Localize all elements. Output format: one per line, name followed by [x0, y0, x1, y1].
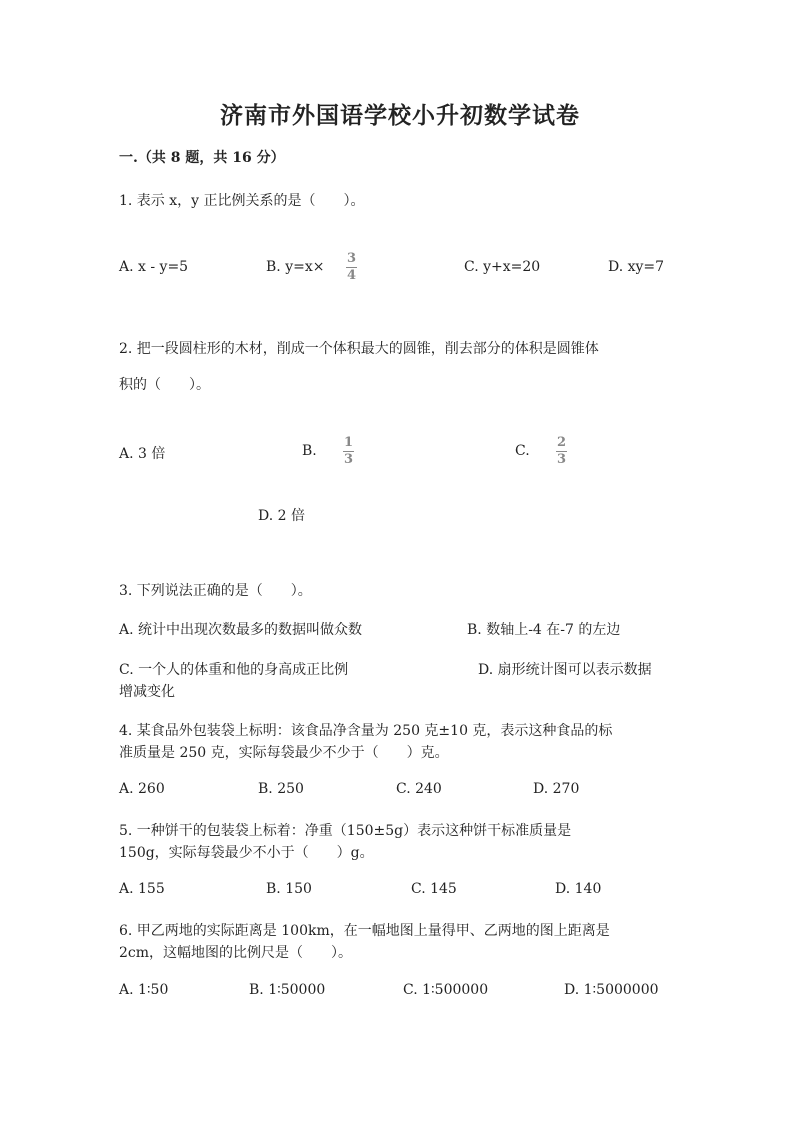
question-4-option-c: C. 240 [396, 781, 442, 797]
question-2-option-b-fraction [343, 436, 354, 467]
question-2-text-line-2: 积的（ ）。 [119, 377, 210, 393]
question-5-option-c: C. 145 [411, 881, 457, 897]
fraction-denominator: 3 [556, 452, 567, 467]
question-2-option-c: C. [515, 443, 530, 459]
question-5-option-b: B. 150 [266, 881, 312, 897]
question-3-option-b: B. 数轴上-4 在-7 的左边 [467, 622, 621, 638]
fraction-numerator: 1 [343, 435, 354, 450]
question-1-option-d: D. xy=7 [608, 259, 665, 275]
fraction-numerator: 3 [346, 251, 357, 266]
question-4-option-a: A. 260 [119, 781, 165, 797]
question-2-option-a: A. 3 倍 [119, 446, 166, 462]
fraction-denominator: 4 [346, 268, 357, 283]
question-4-option-b: B. 250 [258, 781, 304, 797]
question-3-option-a: A. 统计中出现次数最多的数据叫做众数 [119, 622, 363, 638]
question-2-option-d: D. 2 倍 [258, 508, 305, 524]
question-1-option-c: C. y+x=20 [464, 259, 541, 275]
question-5-option-d: D. 140 [555, 881, 602, 897]
question-5-text-line-1: 5. 一种饼干的包装袋上标着：净重（150±5g）表示这种饼干标准质量是 [119, 823, 572, 839]
question-3-option-c: C. 一个人的体重和他的身高成正比例 [119, 662, 349, 678]
question-6-text-line-2: 2cm，这幅地图的比例尺是（ ）。 [119, 945, 353, 961]
question-6-option-a: A. 1∶50 [119, 982, 169, 998]
question-1-option-a: A. x - y=5 [119, 259, 189, 275]
question-5-option-a: A. 155 [119, 881, 165, 897]
question-6-option-d: D. 1∶5000000 [564, 982, 659, 998]
question-6-text-line-1: 6. 甲乙两地的实际距离是 100km，在一幅地图上量得甲、乙两地的图上距离是 [119, 923, 610, 939]
question-4-text-line-2: 准质量是 250 克，实际每袋最少不少于（ ）克。 [119, 745, 449, 761]
question-1-option-b-fraction [346, 252, 357, 283]
question-3-option-d: D. 扇形统计图可以表示数据 [478, 662, 652, 678]
fraction-numerator: 2 [556, 435, 567, 450]
question-6-option-b: B. 1∶50000 [249, 982, 326, 998]
page-title: 济南市外国语学校小升初数学试卷 [220, 102, 580, 129]
question-4-option-d: D. 270 [533, 781, 580, 797]
question-1-text: 1. 表示 x，y 正比例关系的是（ ）。 [119, 193, 365, 209]
question-3-option-d-continued: 增减变化 [119, 684, 175, 700]
question-2-option-b: B. [302, 443, 317, 459]
question-3-text: 3. 下列说法正确的是（ ）。 [119, 583, 312, 599]
question-1-option-b: B. y=x× [266, 259, 325, 275]
question-4-text-line-1: 4. 某食品外包装袋上标明：该食品净含量为 250 克±10 克，表示这种食品的标 [119, 723, 613, 739]
question-5-text-line-2: 150g，实际每袋最少不小于（ ）g。 [119, 845, 374, 861]
question-2-text-line-1: 2. 把一段圆柱形的木材，削成一个体积最大的圆锥，削去部分的体积是圆锥体 [119, 341, 599, 357]
question-2-option-c-fraction [556, 436, 567, 467]
question-6-option-c: C. 1∶500000 [403, 982, 489, 998]
fraction-denominator: 3 [343, 452, 354, 467]
section-heading: 一.（共 8 题，共 16 分） [119, 150, 285, 166]
